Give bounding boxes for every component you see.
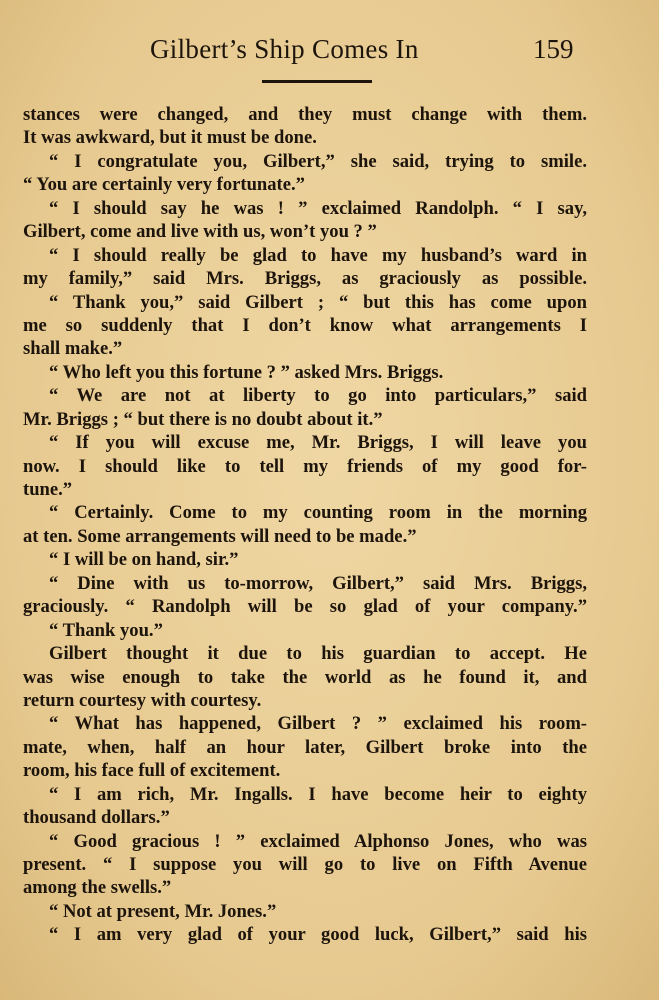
text-line: at ten. Some arrangements will need to be made.” (23, 525, 417, 547)
text-line: “ Certainly. Come to my counting room in the morning (49, 502, 587, 524)
text-line: “ I congratulate you, Gilbert,” she said, trying to smile. (49, 150, 587, 172)
text-line: “ I should really be glad to have my husband’s ward in (49, 244, 587, 266)
text-line: “ What has happened, Gilbert ? ” exclaimed his room- (49, 713, 587, 735)
text-line: “ Thank you.” (49, 619, 163, 641)
text-line: tune.” (23, 479, 73, 500)
text-line: shall make.” (23, 338, 123, 360)
text-line: now. I should like to tell my friends of my good for- (23, 455, 587, 477)
text-line: “ I am rich, Mr. Ingalls. I have become heir to eighty (49, 783, 587, 805)
text-line: “ I am very glad of your good luck, Gilbert,” said his (49, 924, 587, 946)
body-text (23, 103, 587, 947)
text-line: Gilbert, come and live with us, won’t you ? ” (23, 221, 377, 243)
text-line: “ I will be on hand, sir.” (49, 549, 239, 571)
running-title: Gilbert’s Ship Comes In (150, 34, 419, 64)
text-line: “ Thank you,” said Gilbert ; “ but this has come upon (49, 291, 587, 313)
text-line: stances were changed, and they must change with them. (23, 104, 587, 125)
text-line: “ I should say he was ! ” exclaimed Randolph. “ I say, (49, 197, 587, 219)
text-line: room, his face full of excitement. (23, 760, 281, 782)
text-line: Mr. Briggs ; “ but there is no doubt about it.” (23, 408, 383, 430)
text-line: mate, when, half an hour later, Gilbert broke into the (23, 736, 587, 758)
text-line: “ You are certainly very fortunate.” (23, 174, 305, 196)
text-line: “ Who left you this fortune ? ” asked Mrs. Briggs. (49, 361, 444, 383)
text-line: my family,” said Mrs. Briggs, as graciously as possible. (23, 268, 587, 290)
text-line: me so suddenly that I don’t know what arrangements I (23, 314, 587, 336)
text-line: “ Dine with us to-morrow, Gilbert,” said Mrs. Briggs, (49, 572, 587, 594)
text-line: “ Good gracious ! ” exclaimed Alphonso Jones, who was (49, 830, 587, 852)
text-line: present. “ I suppose you will go to live on Fifth Avenue (23, 854, 587, 875)
text-line: It was awkward, but it must be done. (23, 127, 317, 149)
header-rule (262, 80, 372, 83)
text-line: graciously. “ Randolph will be so glad of your company.” (23, 596, 587, 618)
text-line: thousand dollars.” (23, 807, 170, 829)
text-line: among the swells.” (23, 877, 172, 899)
page-number: 159 (533, 34, 574, 64)
text-line: “ If you will excuse me, Mr. Briggs, I will leave you (49, 432, 587, 454)
page-header (0, 34, 659, 74)
text-line: “ Not at present, Mr. Jones.” (49, 900, 277, 922)
text-line: was wise enough to take the world as he found it, and (23, 666, 587, 688)
text-line: Gilbert thought it due to his guardian to accept. He (49, 643, 587, 665)
text-line: return courtesy with courtesy. (23, 689, 262, 711)
text-line: “ We are not at liberty to go into particulars,” said (49, 385, 587, 407)
